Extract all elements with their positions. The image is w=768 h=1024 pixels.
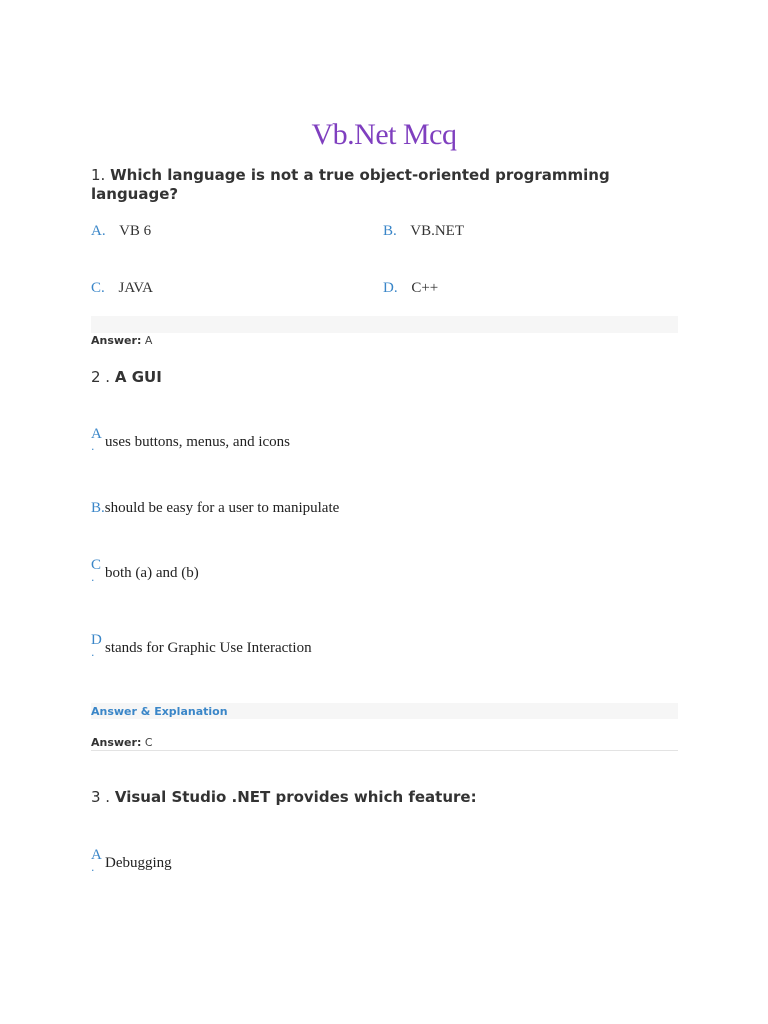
option-dot: . (91, 440, 95, 453)
option-dot: . (91, 861, 95, 874)
answer-explanation-link[interactable]: Answer & Explanation (91, 705, 228, 718)
q1-option-c[interactable] (91, 280, 153, 297)
option-dot: . (91, 646, 95, 659)
explanation-bar (91, 316, 678, 333)
q2-option-a[interactable] (91, 426, 691, 456)
option-letter: D. (383, 280, 398, 296)
option-letter: B. (383, 223, 397, 239)
option-dot: . (91, 571, 95, 584)
option-letter: C. (91, 280, 105, 296)
q1-answer (91, 334, 152, 347)
option-letter: A. (91, 223, 106, 239)
q2-option-c[interactable] (91, 557, 691, 587)
q1-option-b[interactable] (383, 223, 464, 240)
answer-value: C (144, 736, 153, 749)
option-text: C++ (411, 280, 439, 296)
question-3 (91, 788, 651, 807)
option-text: should be easy for a user to manipulate (104, 500, 340, 516)
question-1 (91, 166, 651, 204)
q2-answer (91, 736, 153, 749)
option-letter: C (91, 557, 102, 573)
question-number: 2 . (91, 368, 111, 386)
option-letter: A (91, 426, 102, 442)
answer-value: A (144, 334, 153, 347)
question-text: A GUI (114, 368, 162, 386)
answer-label: Answer: (91, 334, 142, 347)
q1-option-d[interactable] (383, 280, 438, 297)
question-2 (91, 368, 651, 387)
option-letter: A (91, 847, 102, 863)
option-text: both (a) and (b) (105, 565, 199, 581)
question-text: Which language is not a true object-oriented programming language? (91, 166, 610, 203)
divider (91, 750, 678, 751)
option-text: uses buttons, menus, and icons (105, 434, 290, 450)
option-text: JAVA (118, 280, 153, 296)
option-text: VB.NET (410, 223, 464, 239)
q2-option-b[interactable] (91, 500, 339, 517)
option-text: Debugging (105, 855, 172, 871)
question-number: 1. (91, 166, 106, 184)
q2-option-d[interactable] (91, 632, 691, 662)
question-text: Visual Studio .NET provides which feature: (114, 788, 477, 806)
question-number: 3 . (91, 788, 111, 806)
option-letter: B. (91, 500, 105, 516)
answer-label: Answer: (91, 736, 142, 749)
option-text: stands for Graphic Use Interaction (105, 640, 312, 656)
option-text: VB 6 (119, 223, 152, 239)
option-letter: D (91, 632, 102, 648)
page-title: Vb.Net Mcq (311, 118, 457, 151)
q1-option-a[interactable] (91, 223, 151, 240)
q3-option-a[interactable] (91, 847, 691, 877)
